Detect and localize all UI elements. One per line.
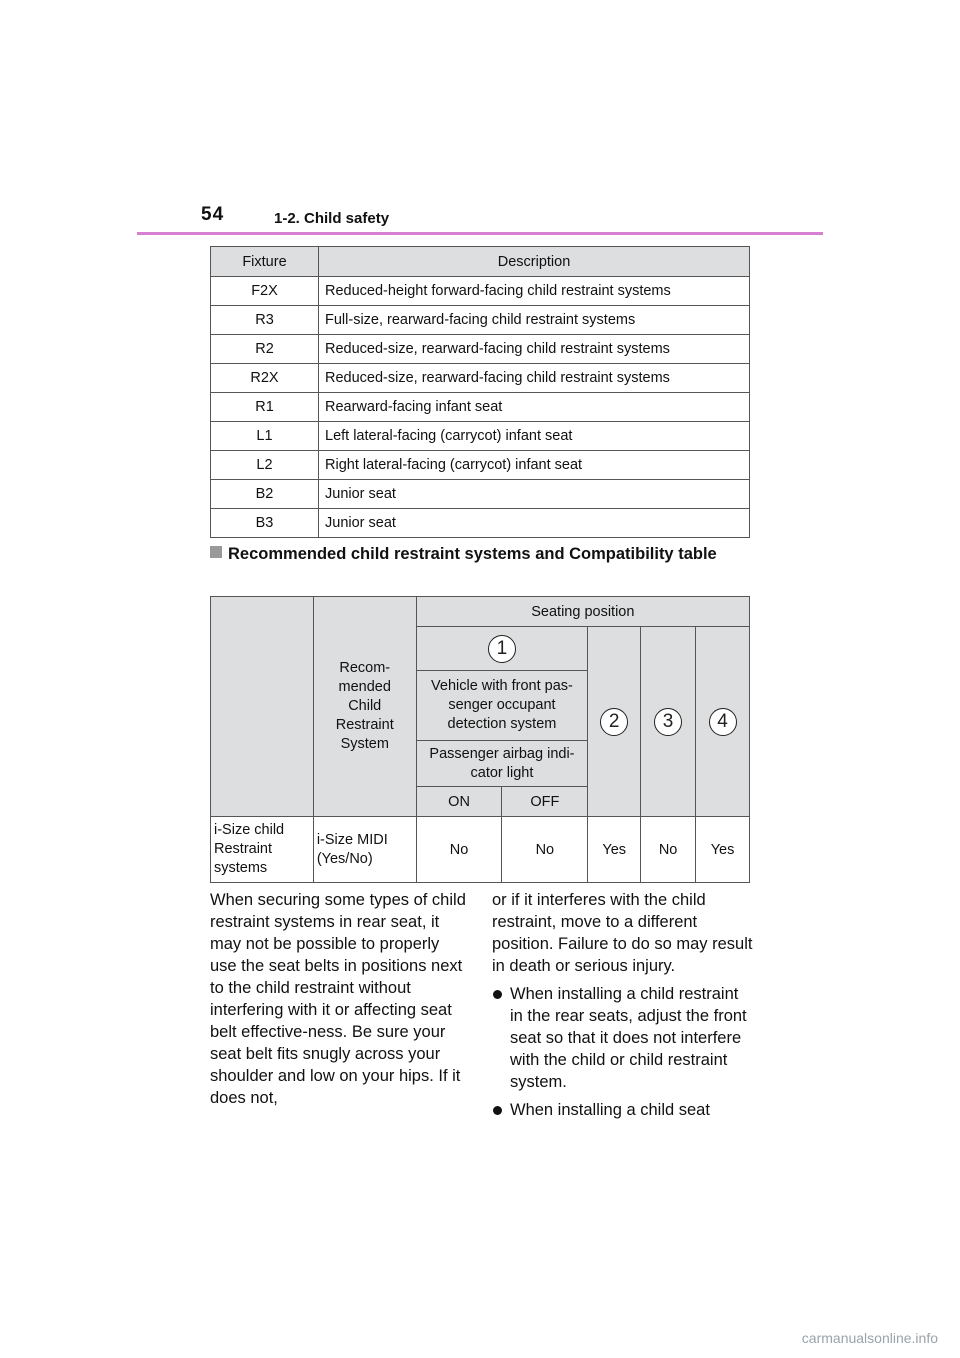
crs-system-text: i-Size MIDI (Yes/No)	[316, 831, 388, 867]
fixture-description: Junior seat	[319, 480, 750, 509]
crs-category	[211, 817, 314, 883]
fixture-table	[210, 246, 750, 538]
value-pos2: Yes	[588, 817, 641, 883]
left-column-text: When securing some types of child restraint systems in rear seat, it may not be possible to properly use the seat belts in positions next to the child restraint without interfering with it or affecting seat belt effective-ness. Be sure your seat belt fits snugly across your shoulder and low on your hips. If it does not,	[210, 891, 466, 1107]
value-pos1-on: No	[416, 817, 502, 883]
table-row	[211, 451, 750, 480]
fixture-description: Full-size, rearward-facing child restraint systems	[319, 306, 750, 335]
table-row	[211, 422, 750, 451]
recommended-crs-header	[313, 597, 416, 817]
recommended-crs-header-text: Recom- mended Child Restraint System	[335, 660, 394, 752]
fixture-code: B3	[211, 509, 319, 538]
section-title: 1-2. Child safety	[274, 210, 390, 227]
compatibility-heading	[210, 543, 750, 565]
right-column-intro: or if it interferes with the child restraint, move to a different position. Failure to do so may result in death or serious injury.	[492, 891, 753, 975]
fixture-description: Reduced-height forward-facing child restraint systems	[319, 277, 750, 306]
value-pos3: No	[641, 817, 696, 883]
position-1-icon: 1	[488, 635, 516, 663]
watermark[interactable]: carmanualsonline.info	[801, 1330, 938, 1346]
bullet-text: When installing a child restraint in the rear seats, adjust the front seat so that it does not interfere with the child or child restraint system.	[510, 985, 747, 1091]
blank-header-cell	[211, 597, 314, 817]
position-2-icon: 2	[600, 708, 628, 736]
position-4-cell	[696, 627, 750, 817]
table-row	[211, 364, 750, 393]
crs-system	[313, 817, 416, 883]
off-header: OFF	[502, 787, 588, 817]
table-row	[211, 393, 750, 422]
fixture-code: R1	[211, 393, 319, 422]
fixture-description: Left lateral-facing (carrycot) infant seat	[319, 422, 750, 451]
bullet-text: When installing a child seat	[510, 1101, 710, 1119]
compatibility-heading-text: Recommended child restraint systems and Compatibility table	[228, 545, 717, 563]
position-4-icon: 4	[709, 708, 737, 736]
vehicle-with-occupant-detection-text: Vehicle with front pas- senger occupant detection system	[431, 678, 573, 732]
fixture-description: Rearward-facing infant seat	[319, 393, 750, 422]
position-3-icon: 3	[654, 708, 682, 736]
fixture-code: R3	[211, 306, 319, 335]
table-row	[211, 306, 750, 335]
square-bullet-icon	[210, 546, 222, 558]
fixture-description: Junior seat	[319, 509, 750, 538]
table-row	[211, 509, 750, 538]
fixture-header: Fixture	[211, 247, 319, 277]
bullet-item	[492, 1099, 754, 1121]
fixture-code: L2	[211, 451, 319, 480]
table-row	[211, 817, 750, 883]
on-header: ON	[416, 787, 502, 817]
seating-position-header: Seating position	[416, 597, 749, 627]
fixture-code: R2X	[211, 364, 319, 393]
fixture-table-header-row	[211, 247, 750, 277]
airbag-indicator-light-text: Passenger airbag indi- cator light	[429, 745, 575, 781]
fixture-description: Reduced-size, rearward-facing child restraint systems	[319, 364, 750, 393]
value-pos4: Yes	[696, 817, 750, 883]
table-row	[211, 480, 750, 509]
value-pos1-off: No	[502, 817, 588, 883]
bullet-dot-icon	[493, 990, 502, 999]
position-1-cell	[416, 627, 588, 671]
header-rule	[137, 232, 823, 235]
fixture-code: B2	[211, 480, 319, 509]
position-3-cell	[641, 627, 696, 817]
compat-header-row-1	[211, 597, 750, 627]
description-header: Description	[319, 247, 750, 277]
table-row	[211, 277, 750, 306]
right-column	[492, 889, 754, 1127]
airbag-indicator-light	[416, 741, 588, 787]
bullet-dot-icon	[493, 1106, 502, 1115]
position-2-cell	[588, 627, 641, 817]
fixture-description: Reduced-size, rearward-facing child restraint systems	[319, 335, 750, 364]
crs-category-text: i-Size child Restraint systems	[214, 822, 285, 876]
fixture-description: Right lateral-facing (carrycot) infant seat	[319, 451, 750, 480]
bullet-item	[492, 983, 754, 1093]
vehicle-with-occupant-detection	[416, 671, 588, 741]
fixture-code: F2X	[211, 277, 319, 306]
fixture-code: L1	[211, 422, 319, 451]
compatibility-table	[210, 596, 750, 883]
fixture-code: R2	[211, 335, 319, 364]
page-number: 54	[201, 204, 225, 225]
table-row	[211, 335, 750, 364]
